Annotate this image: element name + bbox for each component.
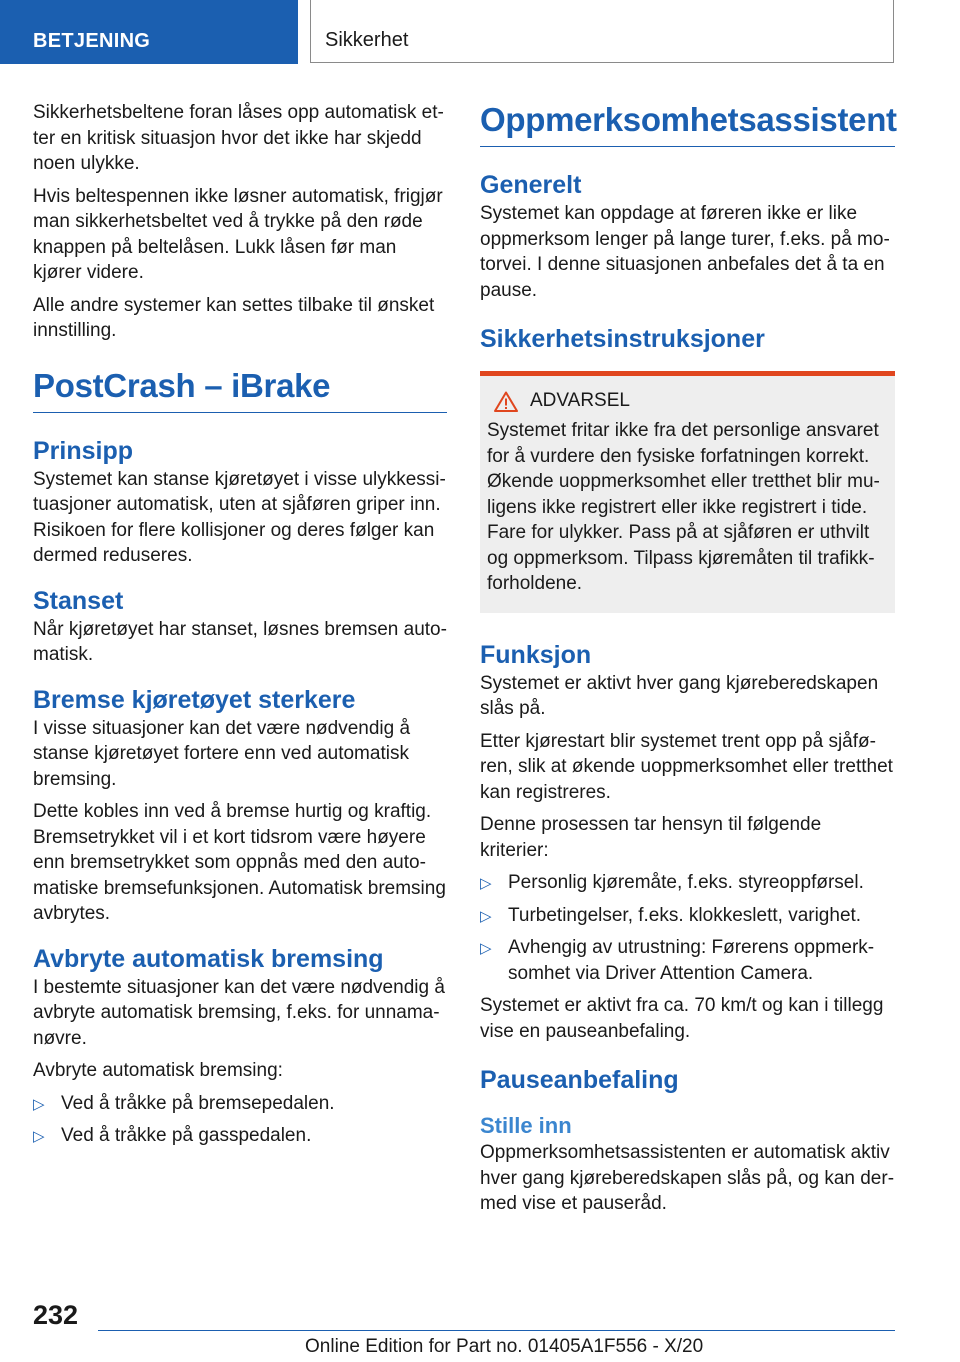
intro-paragraph-2: Hvis beltespennen ikke løsner automatisk, frigjør man sikkerhetsbeltet ved å trykke på den røde knappen på beltelåsen. Lukk låsen før man kjører videre. [33, 185, 443, 283]
warning-header [487, 390, 887, 412]
generelt-heading: Generelt [480, 171, 582, 199]
chapter-header [0, 0, 298, 64]
intro-paragraph-1: Sikkerhetsbeltene foran låses opp automatisk etter en kritisk situasjon hvor det ikke har skjedd noen ulykke. [33, 102, 444, 174]
bremse-paragraph-1: I visse situasjoner kan det være nødvendig å stanse kjøretøyet fortere enn ved automatisk bremsing. [33, 717, 411, 790]
funksjon-paragraph-4: Systemet er aktivt fra ca. 70 km/t og kan i tillegg vise en pauseanbefaling. [480, 995, 884, 1042]
footer-edition: Online Edition for Part no. 01405A1F556 - X/20 [305, 1336, 704, 1357]
oppmerksomhet-heading: Oppmerksomhetsassistent [480, 100, 895, 147]
avbryte-heading: Avbryte automatisk bremsing [33, 944, 384, 973]
prinsipp-paragraph: Systemet kan stanse kjøretøyet i visse ulykkessituasjoner automatisk, uten at sjåføren griper inn. Risikoen for flere kollisjoner og deres følger kan dermed reduseres. [33, 468, 446, 566]
chapter-title: BETJENING [33, 30, 151, 52]
stille-inn-paragraph: Oppmerksomhetsassistenten er automatisk aktiv hver gang kjøreberedskapen slås på, og kan dermed vise et pauseråd. [480, 1142, 895, 1214]
funksjon-heading: Funksjon [480, 640, 592, 669]
stille-inn-heading: Stille inn [480, 1113, 572, 1138]
list-item: ▷ Personlig kjøremåte, f.eks. styreoppførsel. [480, 870, 895, 896]
intro-paragraph-3: Alle andre systemer kan settes tilbake til ønsket innstilling. [33, 294, 435, 341]
sikkerhet-heading: Sikkerhetsinstruksjoner [480, 325, 765, 353]
list-item: ▷ Ved å tråkke på gasspedalen. [33, 1123, 447, 1149]
bremse-paragraph-2: Dette kobles inn ved å bremse hurtig og kraftig. Bremsetrykket vil i et kort tidsrom være høyere enn bremsetrykket som oppnås med den automatiske bremsefunksjonen. Automatisk bremsing avbrytes. [33, 801, 446, 924]
footer-divider [98, 1330, 895, 1331]
page-number: 232 [33, 1300, 79, 1330]
triangle-right-icon: ▷ [480, 875, 492, 892]
funksjon-paragraph-3: Denne prosessen tar hensyn til følgende kriterier: [480, 814, 822, 861]
postcrash-heading: PostCrash – iBrake [33, 366, 447, 413]
section-title: Sikkerhet [325, 29, 409, 51]
warning-box [480, 371, 895, 613]
avbryte-paragraph-2: Avbryte automatisk bremsing: [33, 1060, 283, 1081]
section-header [310, 0, 894, 63]
funksjon-paragraph-2: Etter kjørestart blir systemet trent opp på sjåføren, slik at økende uoppmerksomhet eller tretthet kan registreres. [480, 730, 893, 803]
warning-triangle-icon [494, 391, 518, 412]
list-item: ▷ Avhengig av utrustning: Førerens oppmerksomhet via Driver Attention Camera. [480, 937, 875, 984]
generelt-paragraph: Systemet kan oppdage at føreren ikke er like oppmerksom lenger på lange turer, f.eks. på motorvei. I denne situasjonen anbefales det å ta en pause. [480, 203, 890, 301]
stanset-heading: Stanset [33, 586, 124, 615]
triangle-right-icon: ▷ [33, 1128, 45, 1145]
avbryte-paragraph-1: I bestemte situasjoner kan det være nødvendig å avbryte automatisk bremsing, f.eks. for unnamanøvre. [33, 976, 445, 1049]
triangle-right-icon: ▷ [480, 940, 492, 957]
list-item: ▷ Turbetingelser, f.eks. klokkeslett, varighet. [480, 903, 895, 929]
pause-heading: Pauseanbefaling [480, 1066, 679, 1094]
right-column [480, 100, 895, 1224]
triangle-right-icon: ▷ [33, 1095, 45, 1113]
funksjon-list [480, 870, 895, 986]
bremse-heading: Bremse kjøretøyet sterkere [33, 685, 356, 714]
warning-text: Systemet fritar ikke fra det personlige ansvaret for å vurdere den fysiske forfatningen korrekt. Økende uoppmerksomhet eller tretthet blir muligens ikke registrert eller ikke registrert i tide. Fare for ulykker. Pass på at sjåføren er uthvilt og oppmerksom. Tilpass kjøremåten til trafikkforholdene. [487, 420, 880, 594]
avbryte-list [33, 1091, 447, 1149]
prinsipp-heading: Prinsipp [33, 436, 134, 465]
stanset-paragraph: Når kjøretøyet har stanset, løsnes bremsen automatisk. [33, 618, 447, 665]
left-column [33, 100, 447, 1156]
warning-title: ADVARSEL [530, 390, 630, 411]
funksjon-paragraph-1: Systemet er aktivt hver gang kjøreberedskapen slås på. [480, 672, 879, 719]
list-item: ▷ Ved å tråkke på bremsepedalen. [33, 1091, 447, 1117]
triangle-right-icon: ▷ [480, 907, 492, 925]
